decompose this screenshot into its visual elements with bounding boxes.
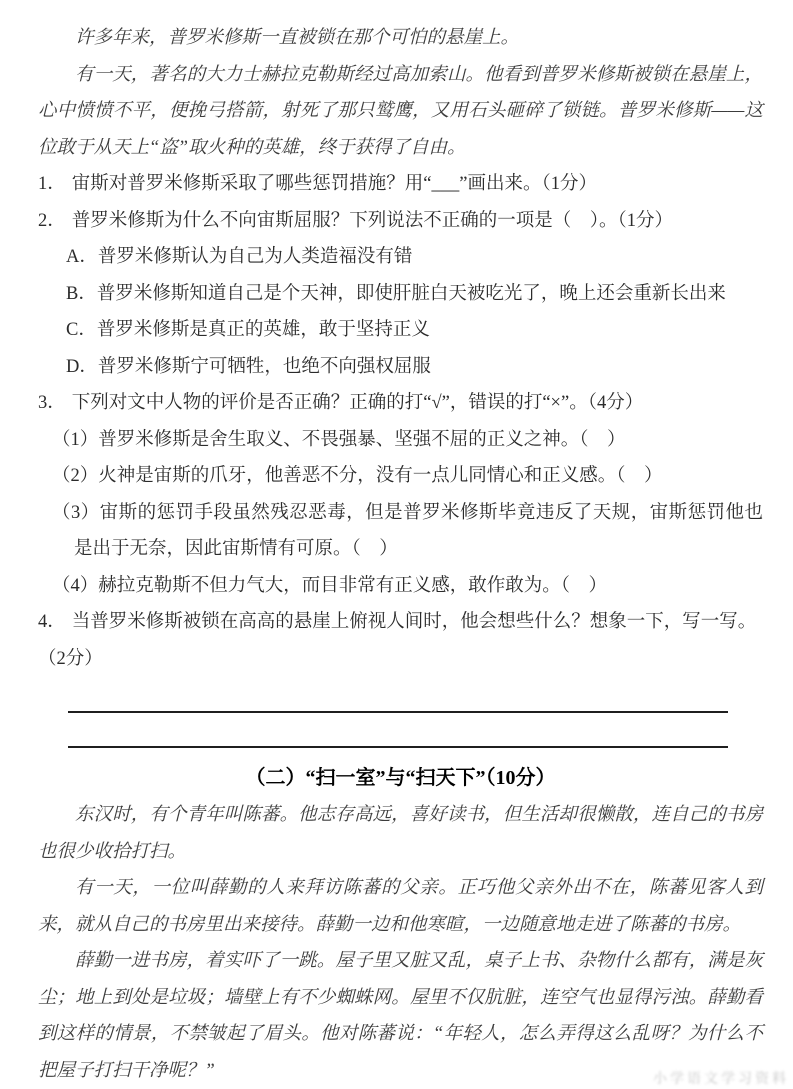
option-d: D．普罗米修斯宁可牺牲，也绝不向强权屈服	[66, 356, 431, 377]
passage2-paragraph-3: 薛勤一进书房，着实吓了一跳。屋子里又脏又乱，桌子上书、杂物什么都有，满是灰尘；地上到处是垃圾；墙壁上有不少蜘蛛网。屋里不仅肮脏，连空气也显得污浊。薛勤看到这样的情景，不禁皱起了眉头。他对陈蕃说：“年轻人，怎么弄得这么乱呀？为什么不把屋子打扫干净呢？”	[38, 951, 763, 1081]
question-4	[38, 604, 763, 677]
question-2-options	[38, 239, 763, 385]
passage1-paragraph-2: 有一天，著名的大力士赫拉克勒斯经过高加索山。他看到普罗米修斯被锁在悬崖上，心中愤愤不平，便挽弓搭箭，射死了那只鹫鹰，又用石头砸碎了锁链。普罗米修斯——这位敢于从天上“盗”取火种的英雄，终于获得了自由。	[38, 64, 763, 158]
watermark: 小学语文学习资料	[653, 1072, 789, 1087]
passage-chenfan	[38, 797, 763, 1089]
passage2-paragraph-1: 东汉时，有个青年叫陈蕃。他志存高远，喜好读书，但生活却很懒散，连自己的书房也很少收拾打扫。	[38, 805, 763, 862]
passage-prometheus	[38, 20, 763, 166]
question-4-text: 当普罗米修斯被锁在高高的悬崖上俯视人间时，他会想些什么？想象一下，写一写。	[71, 612, 757, 632]
question-3-number: 3．	[38, 393, 66, 413]
question-1	[38, 166, 763, 203]
section-2-heading: （二）“扫一室”与“扫天下”（10分）	[245, 767, 556, 789]
question-2-text: 普罗米修斯为什么不向宙斯屈服？下列说法不正确的一项是（ ）。（1分）	[71, 210, 674, 231]
question-2-number: 2．	[38, 210, 66, 231]
question-3-text: 下列对文中人物的评价是否正确？正确的打“√”，错误的打“×”。（4分）	[71, 393, 644, 413]
question-3	[38, 385, 763, 422]
option-c: C．普罗米修斯是真正的英雄，敢于坚持正义	[66, 320, 430, 340]
question-1-text: 宙斯对普罗米修斯采取了哪些惩罚措施？用“___”画出来。（1分）	[71, 174, 597, 194]
passage2-paragraph-2: 有一天，一位叫薛勤的人来拜访陈蕃的父亲。正巧他父亲外出不在，陈蕃见客人到来，就从自己的书房里出来接待。薛勤一边和他寒暄，一边随意地走进了陈蕃的书房。	[38, 878, 763, 935]
question-1-number: 1．	[38, 174, 66, 194]
passage1-paragraph-1: 许多年来，普罗米修斯一直被锁在那个可怕的悬崖上。	[75, 28, 520, 48]
question-2	[38, 203, 763, 240]
question-4-score: （2分）	[38, 648, 103, 669]
option-b: B．普罗米修斯知道自己是个天神，即使肝脏白天被吃光了，晚上还会重新长出来	[66, 283, 726, 304]
question-4-number: 4．	[38, 612, 66, 632]
questions-section	[38, 166, 763, 748]
judge-item-3: （3）宙斯的惩罚手段虽然残忍恶毒，但是普罗米修斯毕竟违反了天规，宙斯惩罚他也是出于无奈，因此宙斯情有可原。（ ）	[52, 502, 763, 559]
judge-item-2: （2）火神是宙斯的爪牙，他善恶不分，没有一点儿同情心和正义感。（ ）	[52, 466, 663, 486]
answer-line-2[interactable]	[68, 746, 728, 748]
option-a: A．普罗米修斯认为自己为人类造福没有错	[66, 247, 413, 267]
answer-line-1[interactable]	[68, 711, 728, 713]
question-3-items	[38, 422, 763, 605]
judge-item-1: （1）普罗米修斯是舍生取义、不畏强暴、坚强不屈的正义之神。（ ）	[52, 429, 626, 450]
judge-item-4: （4）赫拉克勒斯不但力气大，而目非常有正义感，敢作敢为。（ ）	[52, 575, 608, 596]
